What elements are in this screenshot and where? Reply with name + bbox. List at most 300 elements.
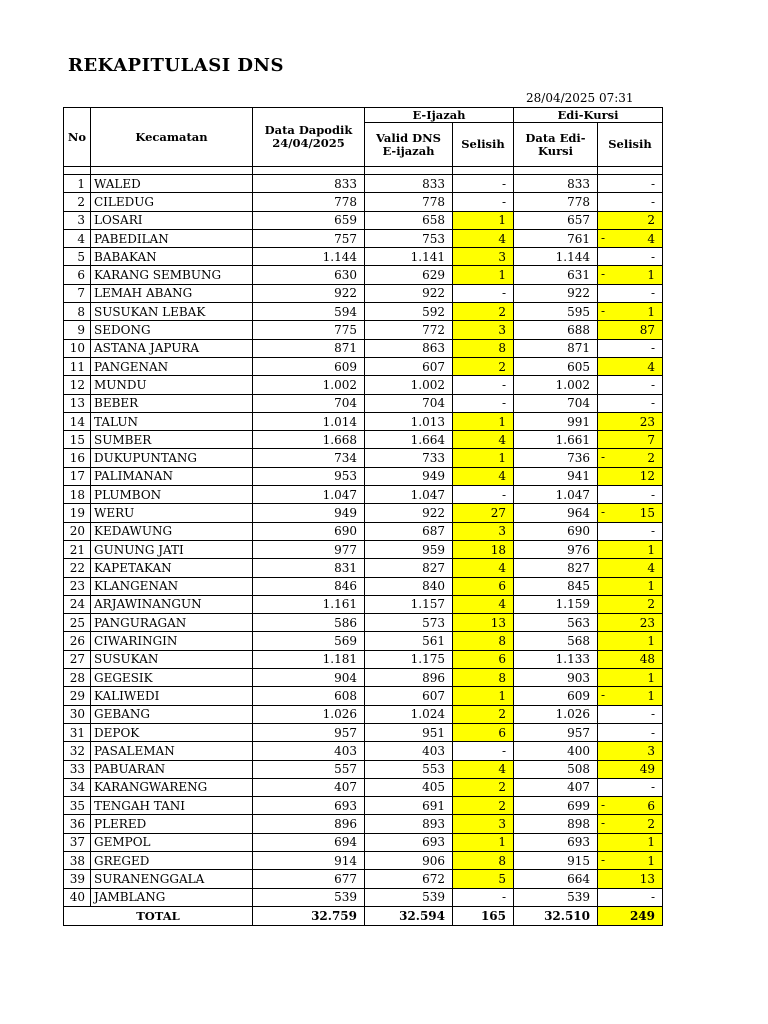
table-row <box>64 797 663 815</box>
row-data-edikursi: 898 <box>514 815 598 833</box>
row-dapodik: 1.026 <box>253 705 365 723</box>
row-selisih-eijazah: 8 <box>453 632 514 650</box>
timestamp: 28/04/2025 07:31 <box>526 91 634 105</box>
row-valid-dns: 1.047 <box>365 486 453 504</box>
table-row <box>64 559 663 577</box>
negative-sign: - <box>601 816 606 831</box>
row-no: 26 <box>64 632 91 650</box>
row-selisih-edikursi: 4 <box>598 559 663 577</box>
row-selisih-edikursi: - <box>598 284 663 302</box>
row-valid-dns: 896 <box>365 669 453 687</box>
row-data-edikursi: 657 <box>514 211 598 229</box>
row-data-edikursi: 1.047 <box>514 486 598 504</box>
row-data-edikursi: 976 <box>514 540 598 558</box>
row-valid-dns: 840 <box>365 577 453 595</box>
row-selisih-eijazah: 1 <box>453 211 514 229</box>
row-selisih-eijazah: 1 <box>453 266 514 284</box>
row-no: 28 <box>64 669 91 687</box>
selisih-value: 2 <box>647 451 655 466</box>
row-kecamatan: GEGESIK <box>91 669 253 687</box>
row-selisih-edikursi <box>598 504 663 522</box>
row-valid-dns: 693 <box>365 833 453 851</box>
row-data-edikursi: 631 <box>514 266 598 284</box>
row-selisih-eijazah: - <box>453 175 514 193</box>
row-selisih-edikursi: 1 <box>598 669 663 687</box>
row-kecamatan: PANGENAN <box>91 357 253 375</box>
row-no: 1 <box>64 175 91 193</box>
row-selisih-eijazah: - <box>453 486 514 504</box>
negative-sign: - <box>601 505 606 520</box>
table-row <box>64 284 663 302</box>
table-row <box>64 632 663 650</box>
row-valid-dns: 561 <box>365 632 453 650</box>
rekap-table <box>63 107 663 926</box>
row-selisih-edikursi: - <box>598 394 663 412</box>
row-no: 36 <box>64 815 91 833</box>
row-no: 18 <box>64 486 91 504</box>
row-kecamatan: LEMAH ABANG <box>91 284 253 302</box>
row-selisih-eijazah: - <box>453 394 514 412</box>
row-dapodik: 608 <box>253 687 365 705</box>
header-valid-dns: Valid DNS E-ijazah <box>365 123 453 167</box>
row-kecamatan: PLUMBON <box>91 486 253 504</box>
row-selisih-eijazah: 6 <box>453 723 514 741</box>
row-kecamatan: SEDONG <box>91 321 253 339</box>
row-valid-dns: 403 <box>365 742 453 760</box>
row-selisih-edikursi <box>598 266 663 284</box>
row-dapodik: 734 <box>253 449 365 467</box>
total-selisih-eijazah: 165 <box>453 906 514 925</box>
table-row <box>64 851 663 869</box>
row-dapodik: 557 <box>253 760 365 778</box>
row-dapodik: 1.668 <box>253 431 365 449</box>
row-valid-dns: 949 <box>365 467 453 485</box>
row-selisih-eijazah: 6 <box>453 650 514 668</box>
row-kecamatan: GREGED <box>91 851 253 869</box>
selisih-value: 1 <box>647 304 655 319</box>
row-dapodik: 609 <box>253 357 365 375</box>
row-valid-dns: 704 <box>365 394 453 412</box>
table-row <box>64 175 663 193</box>
row-selisih-edikursi: 1 <box>598 632 663 650</box>
row-selisih-edikursi: - <box>598 778 663 796</box>
row-data-edikursi: 605 <box>514 357 598 375</box>
table-row <box>64 815 663 833</box>
row-kecamatan: GEMPOL <box>91 833 253 851</box>
row-valid-dns: 922 <box>365 284 453 302</box>
row-no: 10 <box>64 339 91 357</box>
table-row <box>64 742 663 760</box>
row-dapodik: 1.161 <box>253 595 365 613</box>
row-dapodik: 977 <box>253 540 365 558</box>
row-kecamatan: ASTANA JAPURA <box>91 339 253 357</box>
row-data-edikursi: 699 <box>514 797 598 815</box>
row-selisih-eijazah: 18 <box>453 540 514 558</box>
selisih-value: 1 <box>647 268 655 283</box>
row-selisih-edikursi: - <box>598 723 663 741</box>
row-dapodik: 594 <box>253 303 365 321</box>
row-kecamatan: PANGURAGAN <box>91 614 253 632</box>
row-kecamatan: SURANENGGALA <box>91 870 253 888</box>
row-data-edikursi: 991 <box>514 412 598 430</box>
row-selisih-eijazah: 3 <box>453 248 514 266</box>
row-valid-dns: 833 <box>365 175 453 193</box>
row-dapodik: 831 <box>253 559 365 577</box>
row-no: 37 <box>64 833 91 851</box>
row-selisih-eijazah: 8 <box>453 669 514 687</box>
row-selisih-edikursi <box>598 797 663 815</box>
row-data-edikursi: 595 <box>514 303 598 321</box>
row-valid-dns: 893 <box>365 815 453 833</box>
row-valid-dns: 592 <box>365 303 453 321</box>
table-row <box>64 687 663 705</box>
row-selisih-edikursi: - <box>598 705 663 723</box>
row-selisih-edikursi: - <box>598 248 663 266</box>
row-selisih-edikursi: 4 <box>598 357 663 375</box>
header-selisih-edikursi: Selisih <box>598 123 663 167</box>
total-label: TOTAL <box>64 906 253 925</box>
row-valid-dns: 539 <box>365 888 453 906</box>
negative-sign: - <box>601 267 606 282</box>
table-row <box>64 723 663 741</box>
row-no: 17 <box>64 467 91 485</box>
row-selisih-edikursi: 23 <box>598 412 663 430</box>
table-row <box>64 211 663 229</box>
table-row <box>64 778 663 796</box>
row-data-edikursi: 688 <box>514 321 598 339</box>
row-dapodik: 914 <box>253 851 365 869</box>
row-dapodik: 846 <box>253 577 365 595</box>
row-dapodik: 871 <box>253 339 365 357</box>
row-selisih-eijazah: - <box>453 742 514 760</box>
row-valid-dns: 951 <box>365 723 453 741</box>
row-selisih-edikursi: 2 <box>598 595 663 613</box>
negative-sign: - <box>601 450 606 465</box>
row-data-edikursi: 903 <box>514 669 598 687</box>
row-data-edikursi: 539 <box>514 888 598 906</box>
row-no: 29 <box>64 687 91 705</box>
page-title: REKAPITULASI DNS <box>68 55 284 76</box>
row-data-edikursi: 761 <box>514 229 598 247</box>
row-dapodik: 659 <box>253 211 365 229</box>
row-data-edikursi: 1.661 <box>514 431 598 449</box>
row-dapodik: 957 <box>253 723 365 741</box>
row-selisih-edikursi <box>598 449 663 467</box>
row-kecamatan: WALED <box>91 175 253 193</box>
row-selisih-edikursi: 1 <box>598 833 663 851</box>
row-selisih-eijazah: - <box>453 376 514 394</box>
negative-sign: - <box>601 230 606 245</box>
row-valid-dns: 1.664 <box>365 431 453 449</box>
row-selisih-edikursi <box>598 851 663 869</box>
row-dapodik: 949 <box>253 504 365 522</box>
row-no: 35 <box>64 797 91 815</box>
row-valid-dns: 733 <box>365 449 453 467</box>
row-kecamatan: KARANG SEMBUNG <box>91 266 253 284</box>
row-kecamatan: DEPOK <box>91 723 253 741</box>
total-valid-dns: 32.594 <box>365 906 453 925</box>
table-row <box>64 431 663 449</box>
row-kecamatan: LOSARI <box>91 211 253 229</box>
row-no: 16 <box>64 449 91 467</box>
table-row <box>64 486 663 504</box>
row-kecamatan: PLERED <box>91 815 253 833</box>
row-selisih-eijazah: 4 <box>453 431 514 449</box>
row-selisih-edikursi: - <box>598 175 663 193</box>
table-row <box>64 376 663 394</box>
row-dapodik: 896 <box>253 815 365 833</box>
row-data-edikursi: 1.002 <box>514 376 598 394</box>
row-valid-dns: 687 <box>365 522 453 540</box>
row-no: 2 <box>64 193 91 211</box>
row-valid-dns: 1.157 <box>365 595 453 613</box>
row-selisih-edikursi: - <box>598 376 663 394</box>
row-valid-dns: 607 <box>365 687 453 705</box>
selisih-value: 6 <box>647 798 655 813</box>
row-kecamatan: GUNUNG JATI <box>91 540 253 558</box>
total-dapodik: 32.759 <box>253 906 365 925</box>
row-selisih-edikursi: - <box>598 888 663 906</box>
row-valid-dns: 691 <box>365 797 453 815</box>
row-selisih-edikursi: 1 <box>598 540 663 558</box>
table-row <box>64 248 663 266</box>
header-selisih-eijazah: Selisih <box>453 123 514 167</box>
row-data-edikursi: 941 <box>514 467 598 485</box>
row-dapodik: 778 <box>253 193 365 211</box>
row-dapodik: 775 <box>253 321 365 339</box>
total-row <box>64 906 663 925</box>
selisih-value: 1 <box>647 688 655 703</box>
row-kecamatan: CILEDUG <box>91 193 253 211</box>
row-dapodik: 407 <box>253 778 365 796</box>
row-dapodik: 1.144 <box>253 248 365 266</box>
row-selisih-eijazah: 27 <box>453 504 514 522</box>
row-no: 20 <box>64 522 91 540</box>
table-row <box>64 833 663 851</box>
row-selisih-edikursi: 48 <box>598 650 663 668</box>
row-dapodik: 1.002 <box>253 376 365 394</box>
row-valid-dns: 405 <box>365 778 453 796</box>
row-no: 12 <box>64 376 91 394</box>
row-kecamatan: PASALEMAN <box>91 742 253 760</box>
table-row <box>64 321 663 339</box>
table-row <box>64 229 663 247</box>
row-no: 9 <box>64 321 91 339</box>
row-selisih-eijazah: 1 <box>453 412 514 430</box>
row-kecamatan: KEDAWUNG <box>91 522 253 540</box>
row-no: 6 <box>64 266 91 284</box>
row-no: 33 <box>64 760 91 778</box>
row-kecamatan: WERU <box>91 504 253 522</box>
row-data-edikursi: 407 <box>514 778 598 796</box>
negative-sign: - <box>601 304 606 319</box>
row-selisih-edikursi: 3 <box>598 742 663 760</box>
row-dapodik: 904 <box>253 669 365 687</box>
row-selisih-edikursi <box>598 687 663 705</box>
row-data-edikursi: 845 <box>514 577 598 595</box>
row-valid-dns: 1.175 <box>365 650 453 668</box>
row-no: 32 <box>64 742 91 760</box>
selisih-value: 15 <box>639 505 655 520</box>
row-kecamatan: GEBANG <box>91 705 253 723</box>
row-valid-dns: 1.024 <box>365 705 453 723</box>
row-selisih-eijazah: 6 <box>453 577 514 595</box>
row-valid-dns: 753 <box>365 229 453 247</box>
table-row <box>64 870 663 888</box>
row-kecamatan: SUSUKAN <box>91 650 253 668</box>
row-selisih-eijazah: 13 <box>453 614 514 632</box>
row-kecamatan: JAMBLANG <box>91 888 253 906</box>
row-valid-dns: 959 <box>365 540 453 558</box>
row-no: 8 <box>64 303 91 321</box>
row-selisih-edikursi: 1 <box>598 577 663 595</box>
header-no: No <box>64 108 91 167</box>
table-row <box>64 394 663 412</box>
negative-sign: - <box>601 798 606 813</box>
table-row <box>64 303 663 321</box>
row-dapodik: 1.014 <box>253 412 365 430</box>
table-row <box>64 760 663 778</box>
header-kecamatan: Kecamatan <box>91 108 253 167</box>
row-selisih-edikursi: 13 <box>598 870 663 888</box>
row-dapodik: 630 <box>253 266 365 284</box>
row-no: 19 <box>64 504 91 522</box>
row-selisih-edikursi: 2 <box>598 211 663 229</box>
row-kecamatan: MUNDU <box>91 376 253 394</box>
row-no: 40 <box>64 888 91 906</box>
row-data-edikursi: 1.159 <box>514 595 598 613</box>
row-selisih-edikursi: 49 <box>598 760 663 778</box>
row-selisih-eijazah: 2 <box>453 797 514 815</box>
row-data-edikursi: 957 <box>514 723 598 741</box>
row-selisih-eijazah: 4 <box>453 760 514 778</box>
table-row <box>64 266 663 284</box>
row-data-edikursi: 964 <box>514 504 598 522</box>
row-kecamatan: KLANGENAN <box>91 577 253 595</box>
row-selisih-eijazah: 4 <box>453 467 514 485</box>
row-valid-dns: 1.002 <box>365 376 453 394</box>
row-dapodik: 1.181 <box>253 650 365 668</box>
row-valid-dns: 906 <box>365 851 453 869</box>
row-kecamatan: TENGAH TANI <box>91 797 253 815</box>
row-no: 30 <box>64 705 91 723</box>
row-no: 31 <box>64 723 91 741</box>
row-no: 15 <box>64 431 91 449</box>
row-dapodik: 704 <box>253 394 365 412</box>
row-no: 5 <box>64 248 91 266</box>
row-selisih-eijazah: 8 <box>453 339 514 357</box>
row-selisih-edikursi: 23 <box>598 614 663 632</box>
row-selisih-eijazah: - <box>453 284 514 302</box>
row-selisih-edikursi: - <box>598 193 663 211</box>
row-kecamatan: KALIWEDI <box>91 687 253 705</box>
row-dapodik: 677 <box>253 870 365 888</box>
row-dapodik: 953 <box>253 467 365 485</box>
row-no: 11 <box>64 357 91 375</box>
row-valid-dns: 672 <box>365 870 453 888</box>
row-no: 21 <box>64 540 91 558</box>
row-no: 3 <box>64 211 91 229</box>
row-data-edikursi: 1.133 <box>514 650 598 668</box>
row-selisih-edikursi <box>598 815 663 833</box>
row-kecamatan: CIWARINGIN <box>91 632 253 650</box>
row-selisih-eijazah: 4 <box>453 229 514 247</box>
table-row <box>64 504 663 522</box>
table-row <box>64 650 663 668</box>
row-data-edikursi: 1.026 <box>514 705 598 723</box>
row-data-edikursi: 508 <box>514 760 598 778</box>
table-body <box>64 167 663 907</box>
row-no: 7 <box>64 284 91 302</box>
row-selisih-eijazah: - <box>453 193 514 211</box>
negative-sign: - <box>601 688 606 703</box>
table-row <box>64 577 663 595</box>
selisih-value: 4 <box>647 231 655 246</box>
header-eijazah-group: E-Ijazah <box>365 108 514 123</box>
row-data-edikursi: 609 <box>514 687 598 705</box>
row-valid-dns: 863 <box>365 339 453 357</box>
header-dapodik: Data Dapodik 24/04/2025 <box>253 108 365 167</box>
row-selisih-eijazah: 2 <box>453 303 514 321</box>
row-valid-dns: 778 <box>365 193 453 211</box>
row-valid-dns: 553 <box>365 760 453 778</box>
row-dapodik: 757 <box>253 229 365 247</box>
row-valid-dns: 772 <box>365 321 453 339</box>
row-data-edikursi: 693 <box>514 833 598 851</box>
row-selisih-eijazah: - <box>453 888 514 906</box>
row-selisih-edikursi <box>598 229 663 247</box>
row-dapodik: 694 <box>253 833 365 851</box>
row-data-edikursi: 704 <box>514 394 598 412</box>
row-kecamatan: SUSUKAN LEBAK <box>91 303 253 321</box>
row-dapodik: 833 <box>253 175 365 193</box>
row-kecamatan: TALUN <box>91 412 253 430</box>
row-selisih-eijazah: 2 <box>453 705 514 723</box>
row-data-edikursi: 568 <box>514 632 598 650</box>
row-kecamatan: PABEDILAN <box>91 229 253 247</box>
table-row <box>64 449 663 467</box>
selisih-value: 1 <box>647 853 655 868</box>
row-dapodik: 693 <box>253 797 365 815</box>
row-data-edikursi: 922 <box>514 284 598 302</box>
row-no: 25 <box>64 614 91 632</box>
row-valid-dns: 658 <box>365 211 453 229</box>
table-row <box>64 540 663 558</box>
table-row <box>64 522 663 540</box>
row-dapodik: 403 <box>253 742 365 760</box>
row-data-edikursi: 915 <box>514 851 598 869</box>
table-row <box>64 705 663 723</box>
negative-sign: - <box>601 852 606 867</box>
row-dapodik: 569 <box>253 632 365 650</box>
row-no: 27 <box>64 650 91 668</box>
row-data-edikursi: 827 <box>514 559 598 577</box>
row-selisih-edikursi <box>598 303 663 321</box>
row-data-edikursi: 1.144 <box>514 248 598 266</box>
row-no: 14 <box>64 412 91 430</box>
row-selisih-edikursi: 7 <box>598 431 663 449</box>
table-row <box>64 357 663 375</box>
header-data-edikursi: Data Edi-Kursi <box>514 123 598 167</box>
row-selisih-edikursi: - <box>598 339 663 357</box>
total-data-edikursi: 32.510 <box>514 906 598 925</box>
row-valid-dns: 1.141 <box>365 248 453 266</box>
row-data-edikursi: 736 <box>514 449 598 467</box>
row-data-edikursi: 690 <box>514 522 598 540</box>
row-selisih-eijazah: 5 <box>453 870 514 888</box>
spacer-row <box>64 167 663 175</box>
row-selisih-eijazah: 3 <box>453 321 514 339</box>
